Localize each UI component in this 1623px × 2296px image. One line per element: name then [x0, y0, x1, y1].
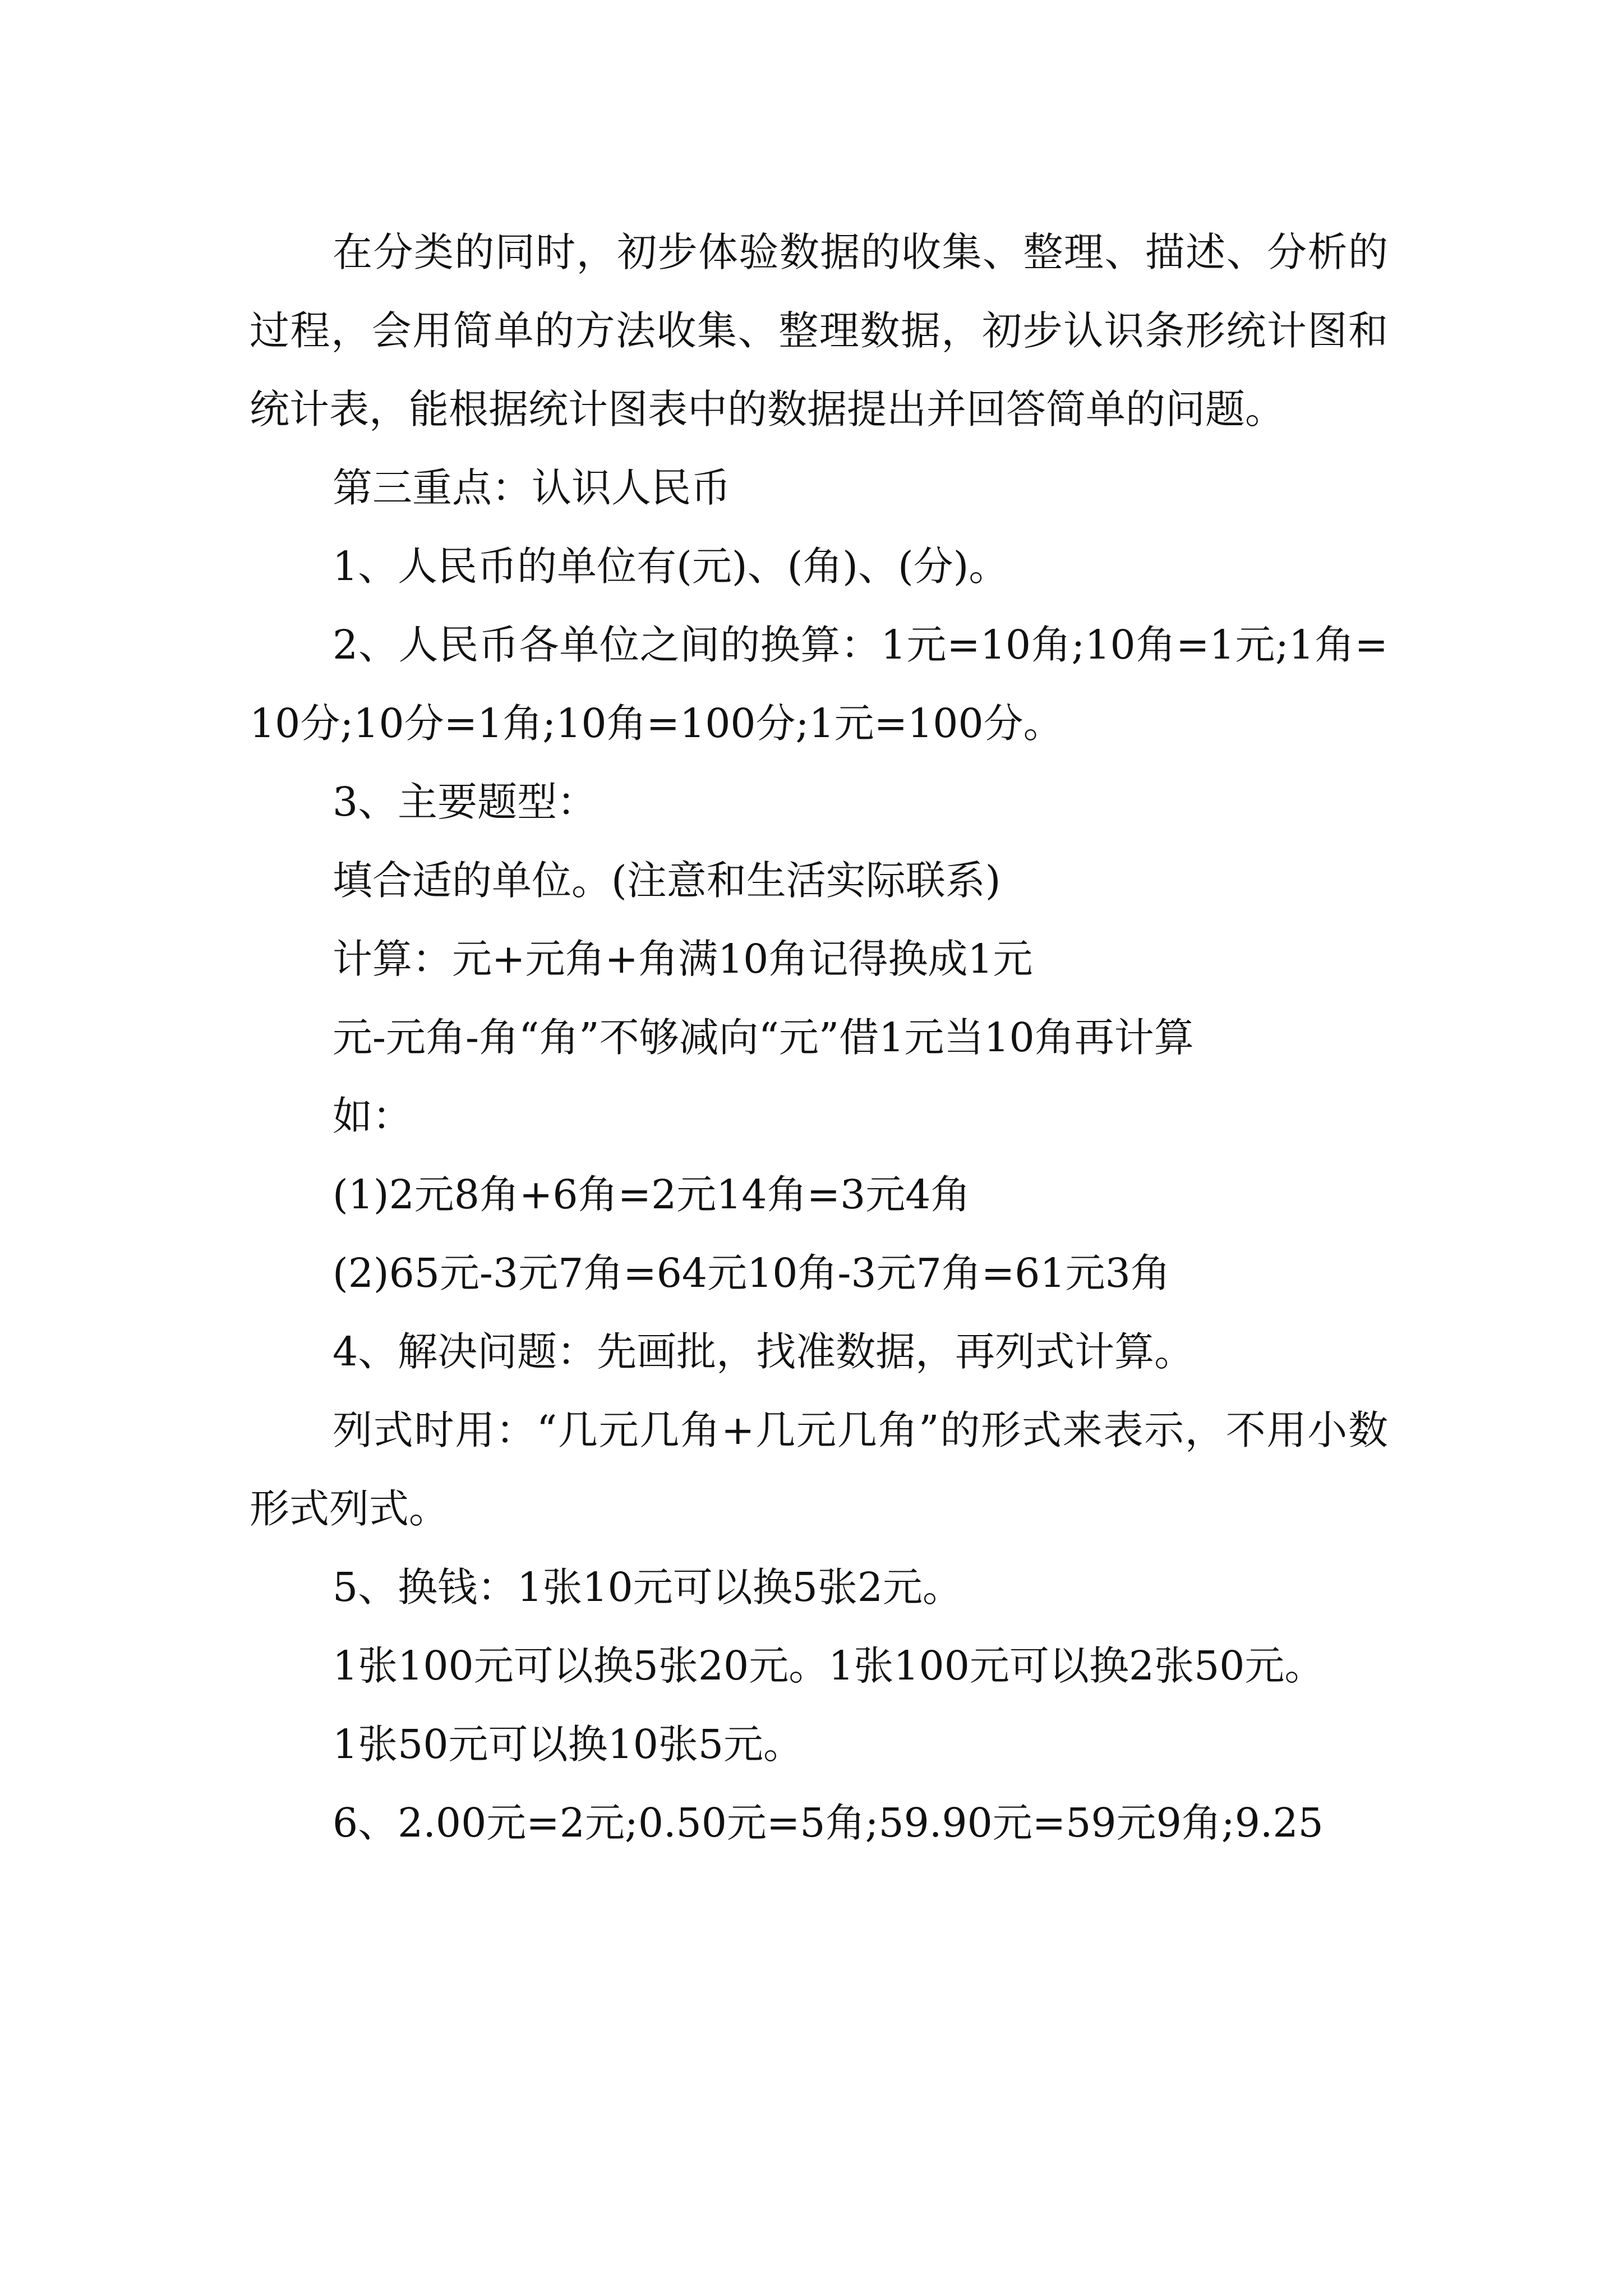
paragraph-exchange-50: 1张50元可以换10张5元。	[333, 1721, 804, 1768]
paragraph-rmb-units: 1、人民币的单位有(元)、(角)、(分)。	[333, 543, 1009, 590]
paragraph-exchange-100: 1张100元可以换5张20元。1张100元可以换2张50元。	[333, 1642, 1325, 1689]
paragraph-solve-problems: 4、解决问题：先画批，找准数据，再列式计算。	[333, 1328, 1195, 1375]
paragraph-question-types: 3、主要题型：	[333, 779, 597, 825]
paragraph-fill-units: 填合适的单位。(注意和生活实际联系)	[333, 857, 1001, 904]
paragraph-addition-rule: 计算：元+元角+角满10角记得换成1元	[333, 936, 1033, 982]
paragraph-exchange-money: 5、换钱：1张10元可以换5张2元。	[333, 1564, 963, 1611]
paragraph-equation-format: 列式时用：“几元几角+几元几角”的形式来表示，不用小数形式列式。	[250, 1407, 1388, 1532]
section-heading-rmb: 第三重点：认识人民币	[333, 464, 731, 511]
paragraph-example-1: (1)2元8角+6角=2元14角=3元4角	[333, 1171, 971, 1218]
paragraph-unit-conversion: 2、人民币各单位之间的换算：1元=10角;10角=1元;1角=10分;10分=1角;10角=100分;1元=100分。	[250, 622, 1388, 747]
paragraph-example-label: 如：	[333, 1093, 413, 1139]
document-body	[250, 213, 1388, 1862]
paragraph-data-analysis: 在分类的同时，初步体验数据的收集、整理、描述、分析的过程，会用简单的方法收集、整理数据，初步认识条形统计图和统计表，能根据统计图表中的数据提出并回答简单的问题。	[250, 229, 1388, 432]
paragraph-example-2: (2)65元-3元7角=64元10角-3元7角=61元3角	[333, 1250, 1170, 1296]
paragraph-decimal-conversion: 6、2.00元=2元;0.50元=5角;59.90元=59元9角;9.25	[333, 1800, 1324, 1846]
paragraph-subtraction-rule: 元-元角-角“角”不够减向“元”借1元当10角再计算	[333, 1014, 1194, 1061]
